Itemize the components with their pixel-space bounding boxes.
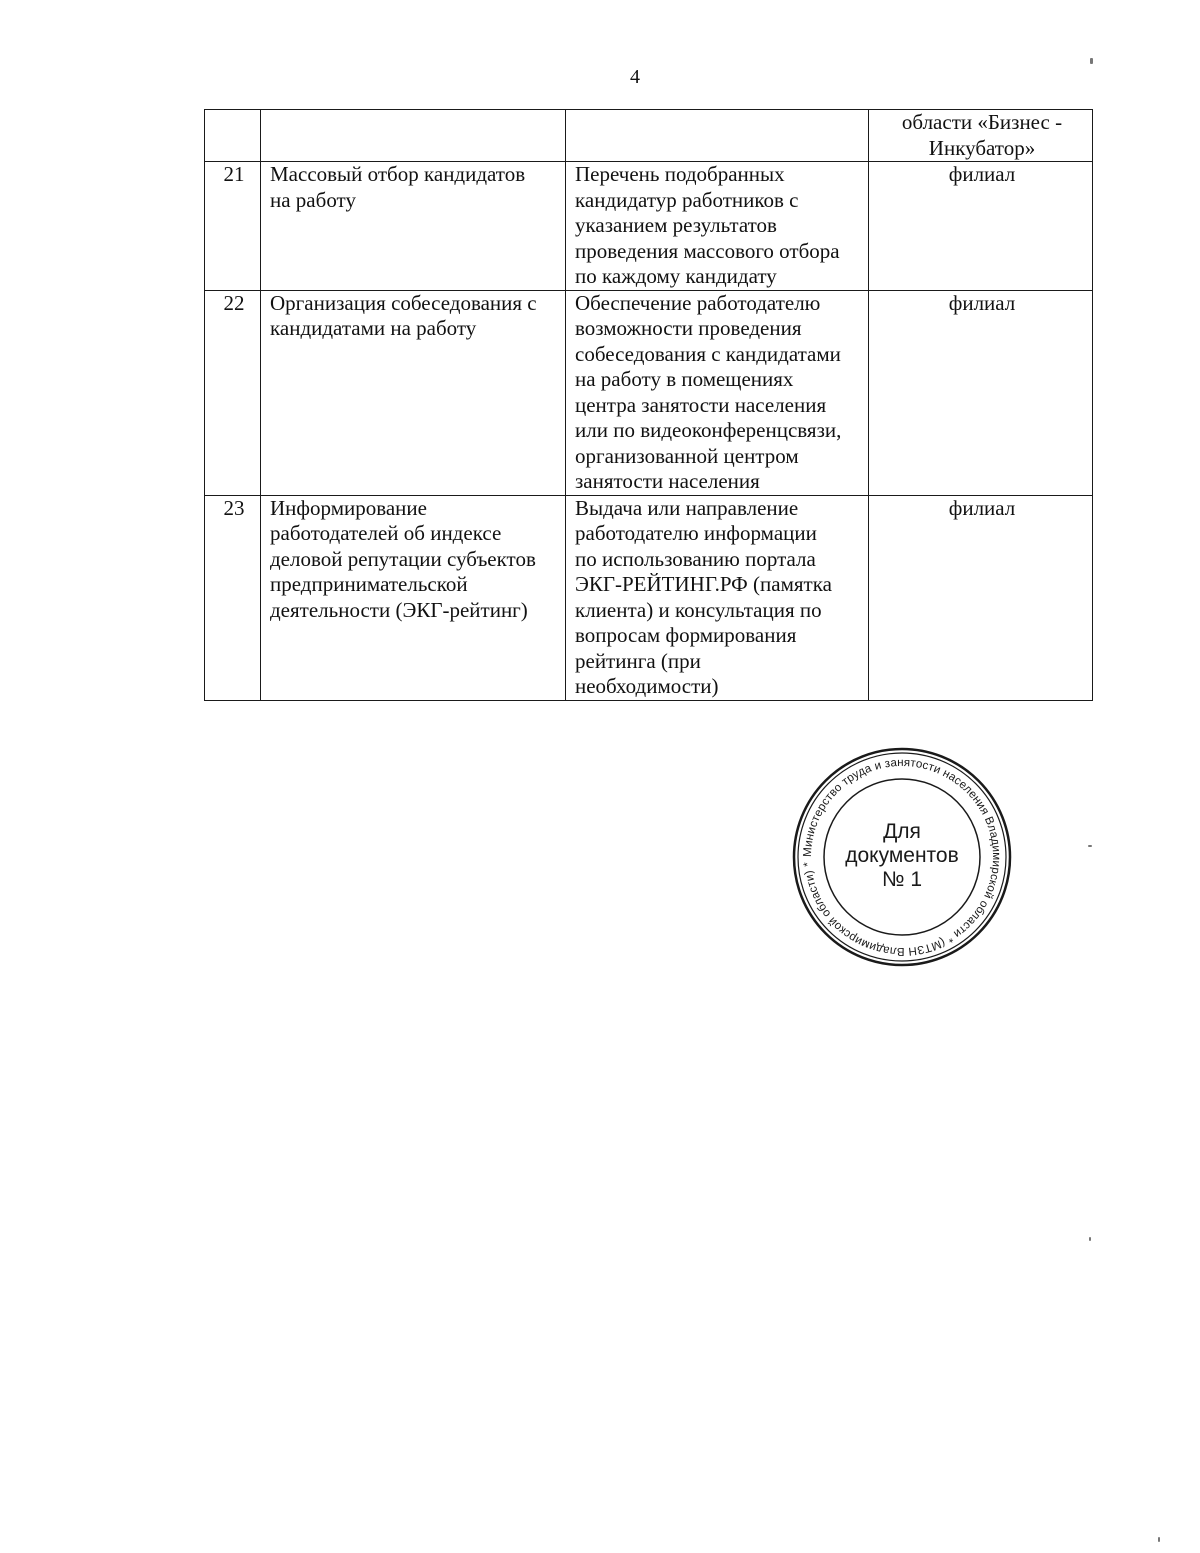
executor-cell: филиал — [869, 495, 1093, 700]
service-result-cell — [566, 110, 869, 162]
scan-speck — [1089, 1237, 1091, 1241]
service-result-cell: Обеспечение работодателю возможности проведения собеседования с кандидатами на работу в помещениях центра занятости населения или по видеоконференцсвязи, организованной центром занятости населения — [566, 290, 869, 495]
service-name-cell — [261, 110, 566, 162]
executor-cell: филиал — [869, 162, 1093, 291]
table-row — [205, 110, 1093, 162]
scan-speck — [1090, 58, 1093, 64]
stamp-center-line: документов — [845, 844, 959, 867]
table-row — [205, 290, 1093, 495]
scan-speck — [1158, 1537, 1160, 1542]
stamp-ring-text: Министерство труда и занятости населения Владимирской области * (МТЗН Владимирской области) * — [800, 755, 1004, 959]
stamp-center-text — [791, 820, 1013, 892]
row-number-cell: 22 — [205, 290, 261, 495]
service-name-cell: Информирование работодателей об индексе деловой репутации субъектов предпринимательской деятельности (ЭКГ-рейтинг) — [261, 495, 566, 700]
scan-speck — [1088, 845, 1092, 847]
stamp-center-line: Для — [883, 820, 921, 843]
service-name-cell: Массовый отбор кандидатов на работу — [261, 162, 566, 291]
executor-cell: области «Бизнес - Инкубатор» — [869, 110, 1093, 162]
table-row — [205, 162, 1093, 291]
official-stamp — [791, 746, 1013, 968]
stamp-center-line: № 1 — [881, 868, 923, 891]
service-result-cell: Выдача или направление работодателю информации по использованию портала ЭКГ-РЕЙТИНГ.РФ (памятка клиента) и консультация по вопросам формирования рейтинга (при необходимости) — [566, 495, 869, 700]
table-row — [205, 495, 1093, 700]
row-number-cell — [205, 110, 261, 162]
service-name-cell: Организация собеседования с кандидатами на работу — [261, 290, 566, 495]
row-number-cell: 21 — [205, 162, 261, 291]
page-number: 4 — [630, 66, 640, 88]
service-result-cell: Перечень подобранных кандидатур работников с указанием результатов проведения массового отбора по каждому кандидату — [566, 162, 869, 291]
row-number-cell: 23 — [205, 495, 261, 700]
executor-cell: филиал — [869, 290, 1093, 495]
services-table — [204, 109, 1093, 701]
